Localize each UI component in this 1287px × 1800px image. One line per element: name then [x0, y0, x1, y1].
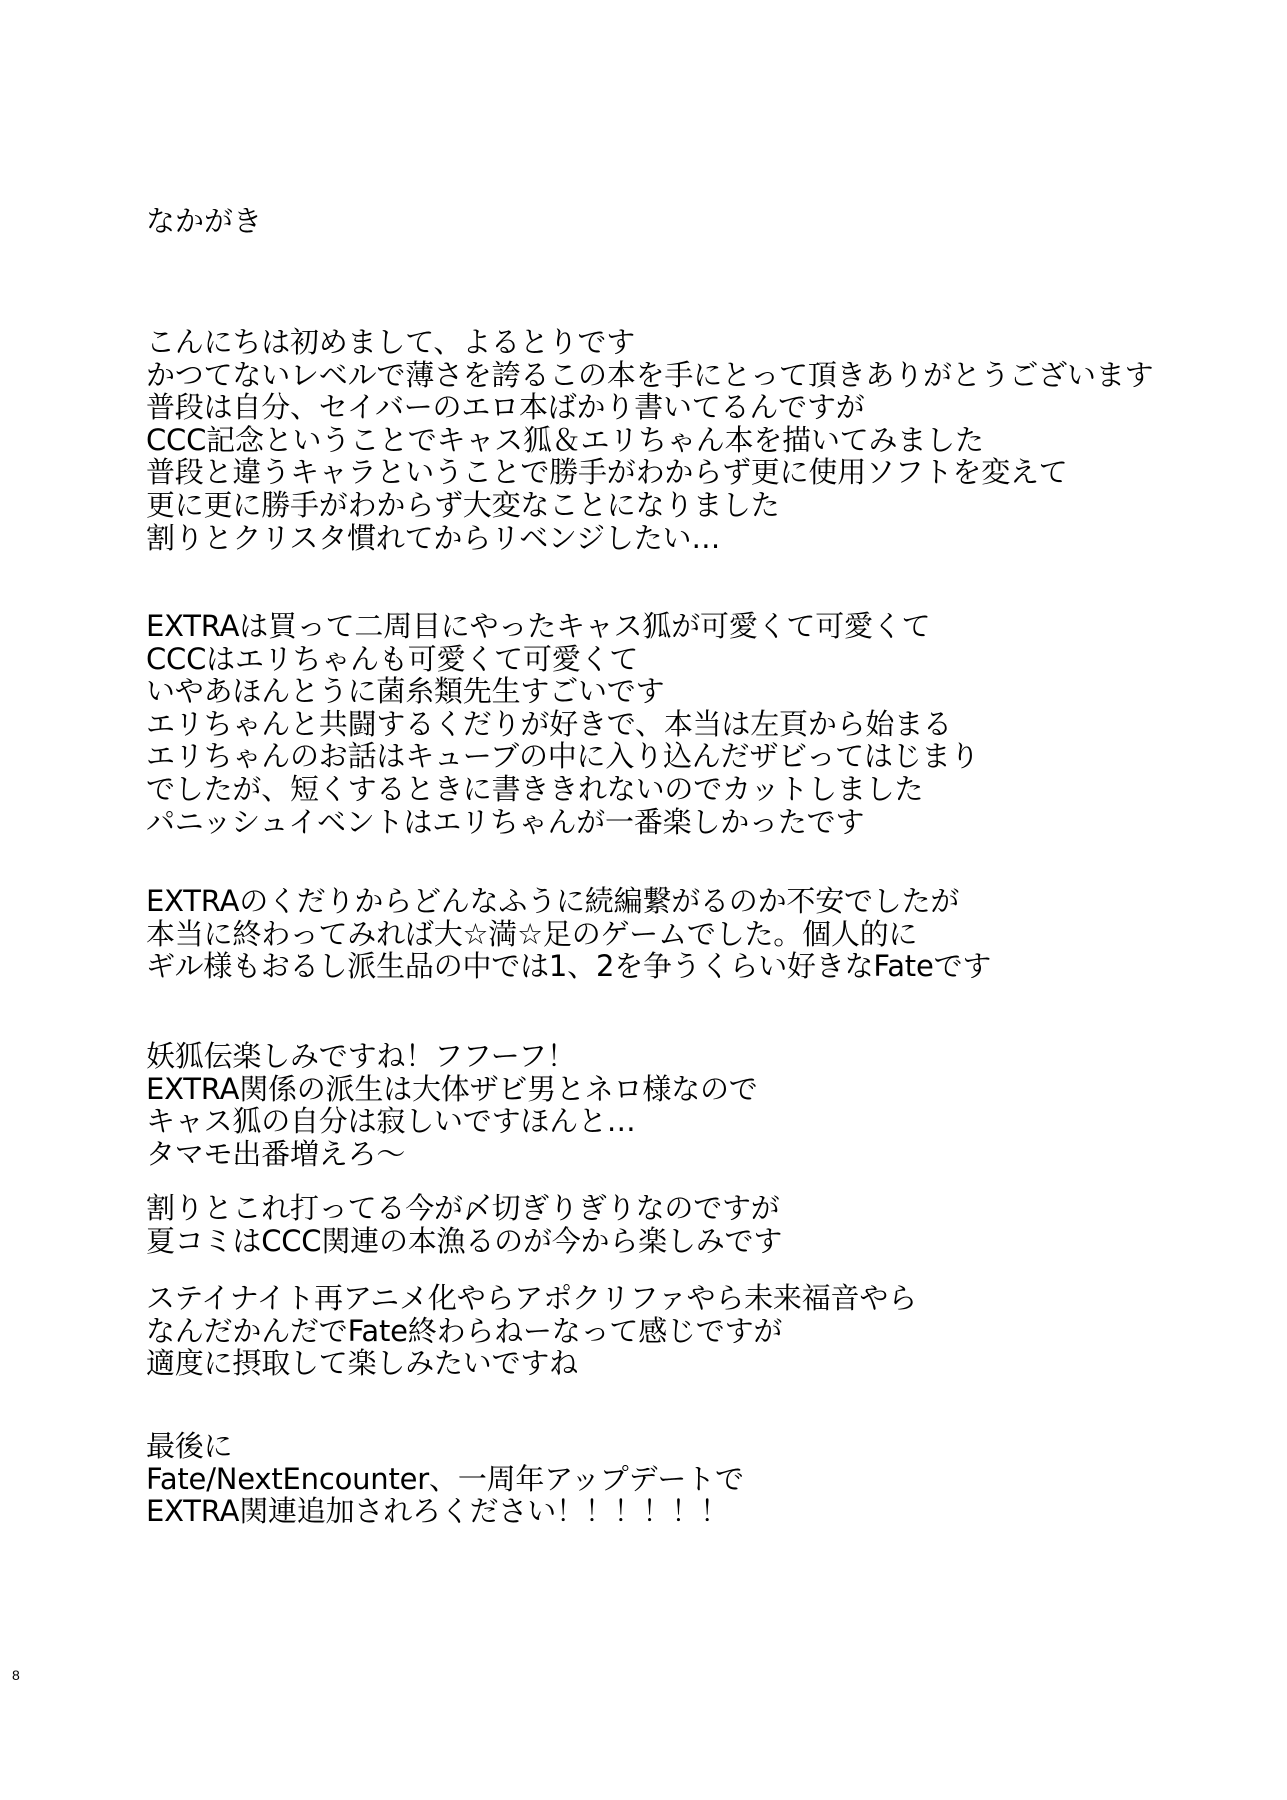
text-line: いやあほんとうに菌糸類先生すごいです: [146, 674, 665, 709]
text-line: なんだかんだでFate終わらねーなって感じですが: [146, 1313, 783, 1348]
text-line: かつてないレベルで薄さを誇るこの本を手にとって頂きありがとうございます: [146, 357, 1154, 392]
text-line: EXTRAは買って二周目にやったキャス狐が可愛くて可愛くて: [146, 609, 931, 643]
text-line: 適度に摂取して楽しみたいですね: [146, 1346, 579, 1381]
text-line: EXTRA関連追加されろください！！！！！！: [146, 1494, 729, 1529]
text-line: 普段は自分、セイバーのエロ本ばかり書いてるんですが: [146, 390, 865, 425]
text-line: エリちゃんのお話はキューブの中に入り込んだザビってはじまり: [146, 739, 980, 774]
paragraph-closing: [146, 1430, 744, 1528]
text-line: でしたが、短くするときに書ききれないのでカットしました: [146, 771, 924, 806]
text-line: 妖狐伝楽しみですね！フフーフ！: [146, 1039, 576, 1073]
text-line: 普段と違うキャラということで勝手がわからず更に使用ソフトを変えて: [146, 455, 1068, 490]
text-line: 本当に終わってみれば大☆満☆足のゲームでした。個人的に: [146, 916, 918, 951]
text-line: EXTRA関係の派生は大体ザビ男とネロ様なので: [146, 1071, 758, 1106]
text-line: ステイナイト再アニメ化やらアポクリファやら未来福音やら: [146, 1281, 917, 1315]
text-line: キャス狐の自分は寂しいですほんと…: [146, 1104, 636, 1139]
paragraph-greeting: [146, 326, 1153, 554]
paragraph-extra-ccc: [146, 610, 979, 838]
paragraph-deadline: [146, 1192, 782, 1257]
paragraph-fate-series: [146, 1282, 917, 1380]
page-number: 8: [12, 1667, 20, 1683]
text-line: ギル様もおるし派生品の中では1、2を争うくらい好きなFateです: [146, 949, 992, 984]
text-line: 更に更に勝手がわからず大変なことになりました: [146, 487, 780, 522]
text-line: CCCはエリちゃんも可愛くて可愛くて: [146, 641, 639, 676]
text-line: 割りとクリスタ慣れてからリベンジしたい…: [146, 520, 721, 555]
text-line: エリちゃんと共闘するくだりが好きで、本当は左頁から始まる: [146, 706, 952, 741]
text-line: 夏コミはCCC関連の本漁るのが今から楽しみです: [146, 1223, 783, 1258]
text-line: パニッシュイベントはエリちゃんが一番楽しかったです: [146, 804, 865, 839]
text-line: Fate/NextEncounter、一周年アップデートで: [146, 1461, 744, 1496]
text-line: タマモ出番増えろ～: [146, 1136, 406, 1171]
paragraph-youkoden: [146, 1040, 758, 1170]
text-line: 割りとこれ打ってる今が〆切ぎりぎりなのですが: [146, 1191, 780, 1225]
page-title: なかがき: [146, 204, 263, 238]
text-line: 最後に: [146, 1429, 233, 1463]
text-line: EXTRAのくだりからどんなふうに続編繋がるのか不安でしたが: [146, 884, 960, 918]
text-line: CCC記念ということでキャス狐＆エリちゃん本を描いてみました: [146, 422, 984, 457]
text-line: こんにちは初めまして、よるとりです: [146, 325, 636, 359]
paragraph-sequel: [146, 885, 991, 983]
